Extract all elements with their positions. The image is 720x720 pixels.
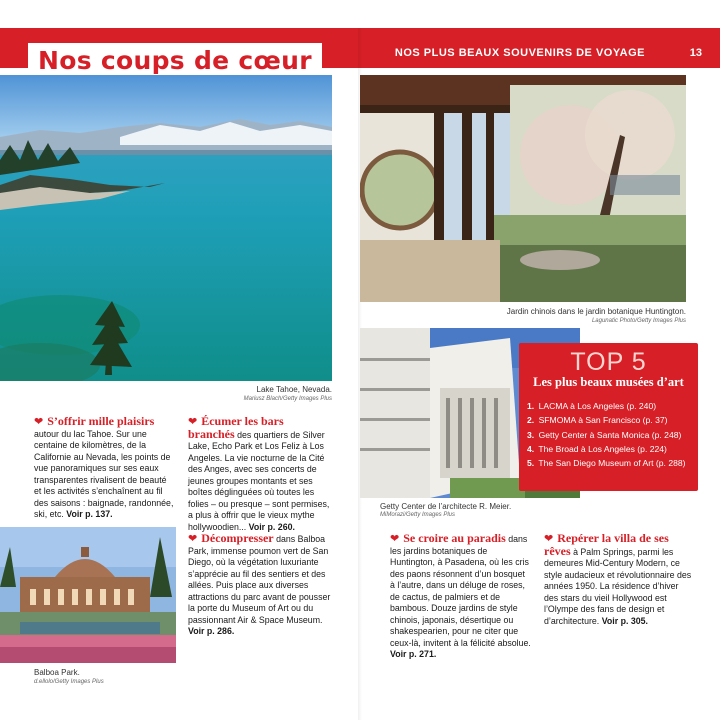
caption-huntington: Jardin chinois dans le jardin botanique Huntington. [506,307,686,316]
section-title: NOS PLUS BEAUX SOUVENIRS DE VOYAGE [394,47,645,59]
text-block-tahoe [34,416,174,521]
caption-lake-tahoe: Lake Tahoe, Nevada. [256,385,332,394]
heart-icon: ❤ [544,533,554,545]
top5-item: 2. SFMOMA à San Francisco (p. 37) [527,415,668,426]
photo-huntington-garden [360,75,686,302]
credit-huntington: Lagunatic Photo/Getty Images Plus [591,318,686,324]
block-heading: Écumer les bars branchés [188,414,284,441]
block-heading: Repérer la villa de ses rêves [544,531,669,558]
block-heading: Se croire au paradis [403,531,506,545]
page-number: 13 [689,47,702,59]
top5-list [519,399,698,470]
credit-balboa: d.ellolo/Getty Images Plus [34,679,104,685]
caption-getty: Getty Center de l’architecte R. Meier. [380,502,512,511]
caption-balboa: Balboa Park. [34,668,80,677]
heart-icon: ❤ [188,416,198,428]
top5-item: 1. LACMA à Los Angeles (p. 240) [527,401,657,411]
text-block-huntington [390,533,532,661]
page-reference: Voir p. 286. [188,626,235,636]
top5-item: 3. Getty Center à Santa Monica (p. 248) [527,429,682,440]
block-heading: S’offrir mille plaisirs [47,414,155,428]
block-body: autour du lac Tahoe. Sur une centaine de kilomètres, de la Californie au Nevada, les points de vue panoramiques sur ses eaux transparentes rivalisent de beauté et les activités s’enchaînent au fil des saisons : baignade, randonnée, ski, etc. [34,428,174,519]
heart-icon: ❤ [188,533,198,545]
block-body: des quartiers de Silver Lake, Echo Park et Los Feliz à Los Angeles. La vie nocturne de la Cité des Anges, avec ses concerts de jeunes groupes montants et ses boîtes déglinguées où toutes les folies – ou presque – sont permises, a plus à offrir que le vieux mythe hollywoodien... [188,429,330,532]
page-title-tab [28,43,322,77]
block-body: dans les jardins botaniques de Huntington, à Pasadena, où les cris des paons résonnent d’un bosquet à l’autre, dans un déluge de roses, de cactus, de palmiers et de bambous. Douze jardins de style chinois, japonais, désertique ou shakespearien, pour ne citer que ceux-là, invitent à la félicité absolue. [390,534,531,648]
page-reference: Voir p. 137. [66,509,113,519]
top5-subtitle: Les plus beaux musées d’art [533,375,684,389]
credit-getty: MiMorazi/Getty Images Plus [380,512,456,518]
photo-balboa-park [0,527,176,663]
credit-lake-tahoe: Mariusz Blach/Getty Images Plus [243,396,332,402]
block-body: dans Balboa Park, immense poumon vert de San Diego, où la végétation luxuriante s’apprécie au fil des sentiers et des allées. Puis place aux diverses attractions du parc avant de pousser la porte du Museum of Art ou du passionnant Air & Space Museum. [188,534,331,625]
page-title: Nos coups de cœur [38,46,312,75]
photo-lake-tahoe [0,75,332,381]
page-reference: Voir p. 260. [248,521,295,532]
top5-heading: TOP 5 [570,348,647,376]
block-heading: Décompresser [201,531,274,545]
heart-icon: ❤ [34,416,44,428]
text-block-balboa [188,533,333,638]
text-block-palm-springs [544,533,694,627]
text-block-bars [188,416,333,533]
page-reference: Voir p. 305. [601,615,648,626]
top5-item: 5. The San Diego Museum of Art (p. 288) [527,458,686,469]
heart-icon: ❤ [390,533,400,545]
block-body: à Palm Springs, parmi les demeures Mid-Century Modern, ce style audacieux et révolutionnaire des années 1950. La résidence d’hiver des stars du vieil Hollywood est l’Olympe des fans de design et d’architecture. [544,546,692,626]
top5-box [519,343,698,491]
top5-item: 4. The Broad à Los Angeles (p. 224) [527,443,667,454]
page-reference: Voir p. 271. [390,649,437,659]
